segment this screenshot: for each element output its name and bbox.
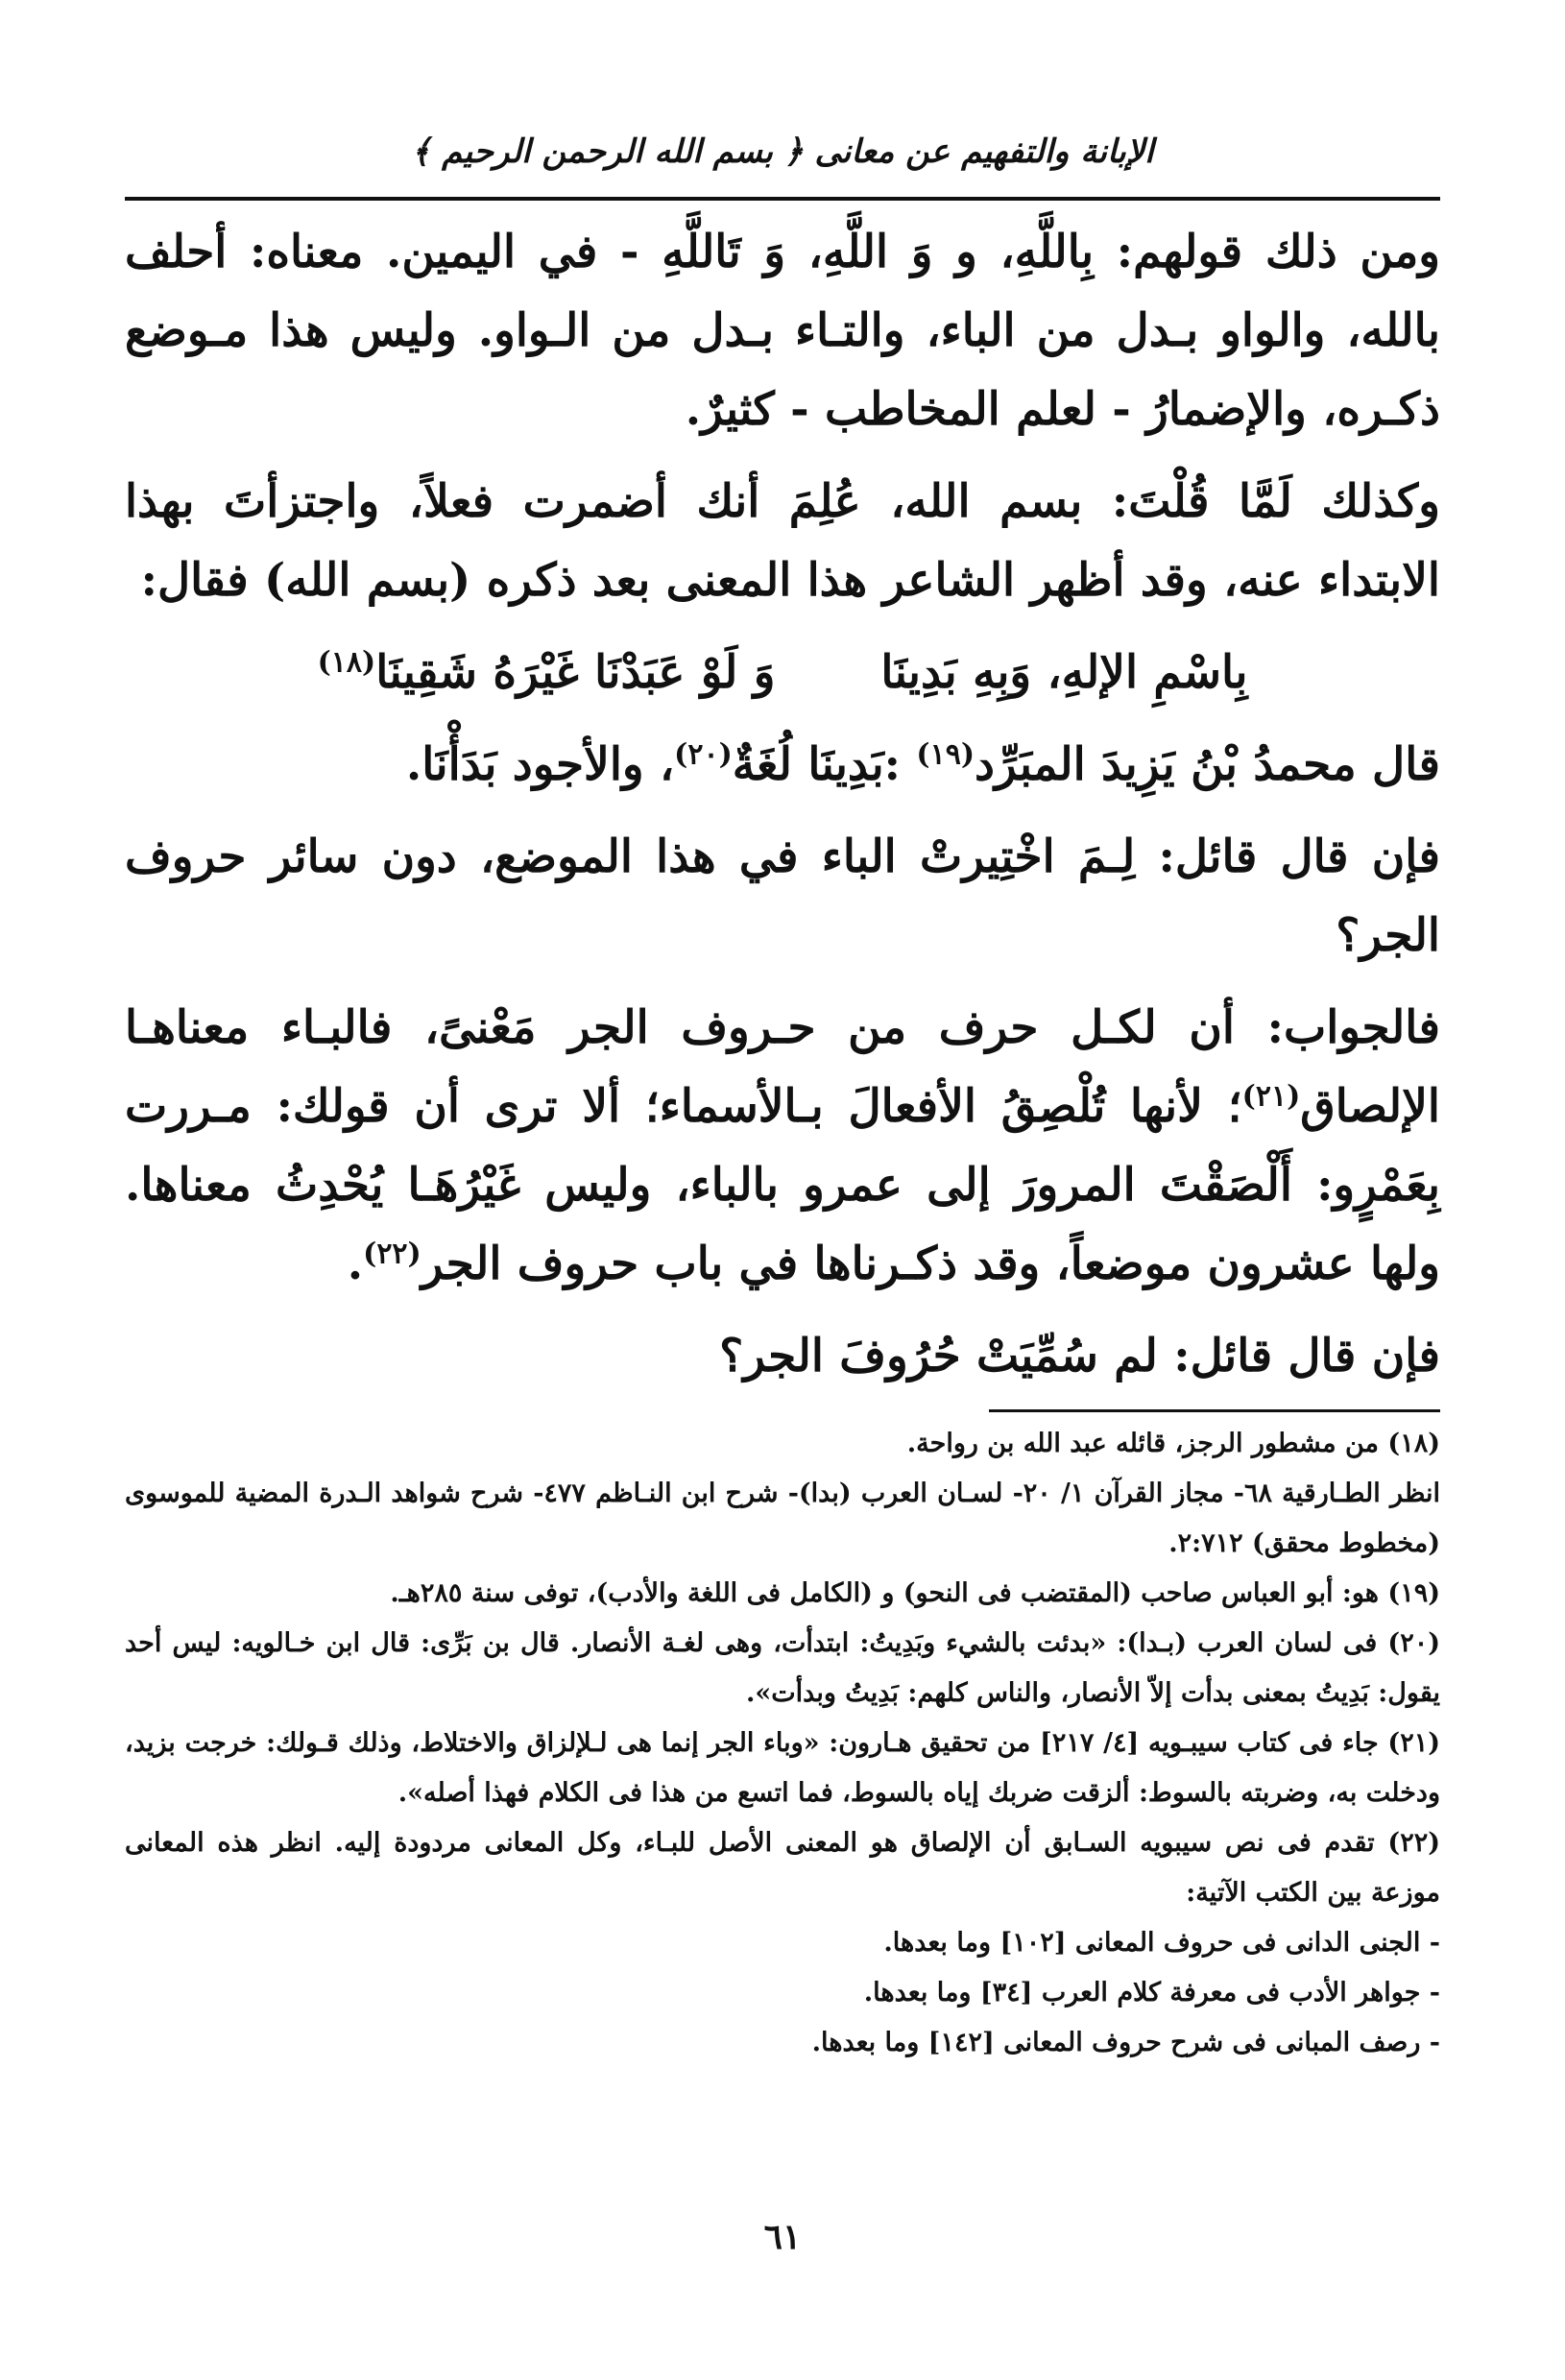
footnote-22-item-2: - جواهر الأدب فى معرفة كلام العرب [٣٤] وما بعدها.: [863, 1978, 1440, 2007]
paragraph-answer-text-c: .: [347, 1238, 364, 1290]
footnote-18-line-1: (١٨) من مشطور الرجز، قائله عبد الله بن رواحة.: [906, 1429, 1440, 1458]
footnote-ref-18[interactable]: (١٨): [317, 645, 376, 680]
poetry-verse: [125, 634, 1440, 712]
footnote-rule: [989, 1409, 1440, 1412]
paragraph-question-naming: فإن قال قائل: لم سُمِّيَتْ حُرُوفَ الجر؟: [719, 1330, 1440, 1382]
paragraph-question-ba: فإن قال قائل: لِـمَ اخْتِيرتْ الباء في هذا الموضع، دون سائر حروف الجر؟: [125, 830, 1440, 962]
paragraph-answer-text-b: ؛ لأنها تُلْصِقُ الأفعالَ بـالأسماء؛ ألا ترى أن قولك: مـررت بِعَمْرٍو: أَلْصَقْتَ المرورَ إلى عمرو بالباء، وليس غَيْرُهَـا يُحْدِثُ معناها. ولها عشرون موضعاً، وقد ذكـرناها في باب حروف الجر: [125, 1080, 1440, 1290]
footnote-19: (١٩) هو: أبو العباس صاحب (المقتضب فى النحو) و (الكامل فى اللغة والأدب)، توفى سنة ٢٨٥هـ.: [390, 1578, 1440, 1608]
verse-hemistich-second: [318, 634, 776, 712]
paragraph-mubarrad-text-a: قال محمدُ بْنُ يَزِيدَ المبَرِّد: [975, 738, 1440, 791]
paragraph-oath-particles: ومن ذلك قولهم: بِاللَّهِ، و وَ اللَّهِ، وَ تَاللَّهِ - في اليمين. معناه: أحلف بالله، والواو بـدل من الباء، والتـاء بـدل من الـواو. وليس هذا مـوضع ذكـره، والإضمارُ - لعلم المخاطب - كثيرٌ.: [125, 226, 1440, 436]
footnote-ref-19[interactable]: (١٩): [916, 737, 975, 772]
footnotes: [125, 1419, 1440, 2068]
header-rule: [125, 197, 1440, 201]
paragraph-mubarrad-text-c: ، والأجود بَدَأْنَا.: [405, 738, 675, 791]
paragraph-answer-ilsaq: [125, 989, 1440, 1304]
footnote-22: (٢٢) تقدم فى نص سيبويه السـابق أن الإلصاق هو المعنى الأصل للبـاء، وكل المعانى مردودة إليه. انظر هذه المعانى موزعة بين الكتب الآتية:: [125, 1828, 1440, 1908]
footnote-22-item-3: - رصف المبانى فى شرح حروف المعانى [١٤٢] وما بعدها.: [811, 2028, 1440, 2057]
footnote-18-line-2: انظر الطـارقية ٦٨- مجاز القرآن ١/ ٢٠- لسـان العرب (بدا)- شرح ابن النـاظم ٤٧٧- شرح شواهد الـدرة المضية للموسوى (مخطوط محقق) ٢:٧١٢.: [125, 1478, 1441, 1558]
running-header: الإبانة والتفهيم عن معانى ﴿ بسم الله الرحمن الرحيم ﴾: [411, 132, 1154, 171]
main-text: [125, 213, 1440, 1409]
paragraph-answer-text-a: فالجواب: أن لكـل حرف من حـروف الجر مَعْنىً، فالبـاء معناهـا الإلصاق: [125, 1001, 1440, 1133]
verse-hemistich-first: بِاسْمِ الإلهِ، وَبِهِ بَدِينَا: [880, 646, 1248, 699]
footnote-20: (٢٠) فى لسان العرب (بـدا): «بدئت بالشيء وبَدِيتُ: ابتدأت، وهى لغـة الأنصار. قال بن بَرِّى: قال ابن خـالويه: ليس أحد يقول: بَدِيتُ بمعنى بدأت إلاّ الأنصار، والناس كلهم: بَدِيتُ وبدأت».: [125, 1628, 1440, 1708]
paragraph-mubarrad: [125, 726, 1440, 805]
footnote-ref-20[interactable]: (٢٠): [674, 737, 733, 772]
page-number: ٦١: [763, 2217, 802, 2257]
verse-hemistich-second-text: وَ لَوْ عَبَدْنَا غَيْرَهُ شَقِينَا: [375, 646, 776, 699]
footnote-22-item-1: - الجنى الدانى فى حروف المعانى [١٠٢] وما بعدها.: [883, 1928, 1440, 1958]
footnote-ref-22[interactable]: (٢٢): [363, 1237, 421, 1271]
paragraph-mubarrad-text-b: :بَدِينَا لُغَةٌ: [732, 738, 917, 791]
paragraph-basmala-ellipsis: وكذلك لَمَّا قُلْتَ: بسم الله، عُلِمَ أنك أضمرت فعلاً، واجتزأتَ بهذا الابتداء عنه، وقد أظهر الشاعر هذا المعنى بعد ذكره (بسم الله) فقال:: [125, 475, 1440, 607]
footnote-21: (٢١) جاء فى كتاب سيبـويه [٤/ ٢١٧] من تحقيق هـارون: «وباء الجر إنما هى لـلإلزاق والاختلاط، وذلك قـولك: خرجت بزيد، ودخلت به، وضربته بالسوط: ألزقت ضربك إياه بالسوط، فما اتسع من هذا فى الكلام فهذا أصله».: [125, 1728, 1440, 1808]
footnote-ref-21[interactable]: (٢١): [1241, 1079, 1301, 1114]
